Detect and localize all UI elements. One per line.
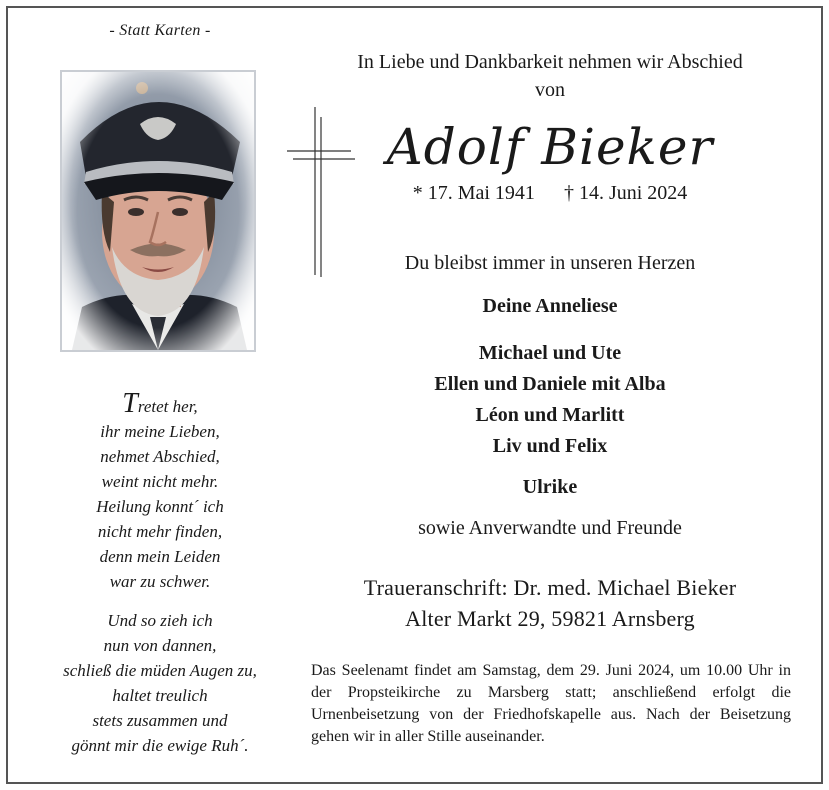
ulrike-name: Ulrike (522, 476, 578, 498)
poem-stanza-2 (30, 608, 290, 758)
intro-line: In Liebe und Dankbarkeit nehmen wir Abschied (357, 51, 743, 73)
poem-initial: T (122, 388, 138, 419)
poem-line: haltet treulich (112, 686, 208, 705)
statt-karten-label: - Statt Karten - (109, 22, 211, 39)
poem-line: nehmet Abschied, (100, 447, 220, 466)
birth-date: * 17. Mai 1941 (412, 182, 535, 204)
poem-line: denn mein Leiden (99, 547, 221, 566)
poem-line: ihr meine Lieben, (100, 422, 220, 441)
service-notice: Das Seelenamt findet am Samstag, dem 29. Juni 2024, um 10.00 Uhr in der Propsteikirche zu Marsberg statt; anschließend erfolgt die Urnenbeisetzung von der Friedhofskapelle aus. Nach der Beisetzung gehen wir in aller Stille auseinander. (311, 662, 791, 745)
poem-line: Und so zieh ich (107, 611, 213, 630)
relatives-line: sowie Anverwandte und Freunde (418, 517, 682, 539)
poem-line: Heilung konnt´ ich (96, 497, 224, 516)
poem-line: nicht mehr finden, (97, 522, 223, 541)
poem-line: gönnt mir die ewige Ruh´. (71, 736, 249, 755)
spouse-name: Deine Anneliese (482, 295, 618, 317)
poem-first-line-rest: retet her, (137, 397, 198, 416)
life-dates (300, 182, 800, 205)
poem-line: stets zusammen und (92, 711, 228, 730)
mourning-address (300, 572, 800, 634)
poem-line (30, 388, 290, 419)
family-line: Ellen und Daniele mit Alba (434, 373, 666, 395)
address-line: Alter Markt 29, 59821 Arnsberg (405, 606, 695, 631)
intro-line: von (535, 79, 565, 101)
poem-line: schließ die müden Augen zu, (63, 661, 257, 680)
address-line: Traueranschrift: Dr. med. Michael Bieker (363, 575, 737, 600)
family-line: Léon und Marlitt (475, 404, 625, 426)
death-date: † 14. Juni 2024 (563, 182, 688, 204)
poem-line: weint nicht mehr. (101, 472, 219, 491)
intro-text (300, 48, 800, 104)
poem-line: war zu schwer. (109, 572, 211, 591)
heart-line: Du bleibst immer in unseren Herzen (404, 252, 696, 274)
poem-stanza-1 (30, 388, 290, 594)
family-line: Liv und Felix (492, 435, 608, 457)
portrait-photo (60, 70, 256, 352)
family-list (300, 338, 800, 462)
family-line: Michael und Ute (478, 342, 622, 364)
deceased-name: Adolf Bieker (386, 118, 714, 176)
poem-line: nun von dannen, (103, 636, 217, 655)
